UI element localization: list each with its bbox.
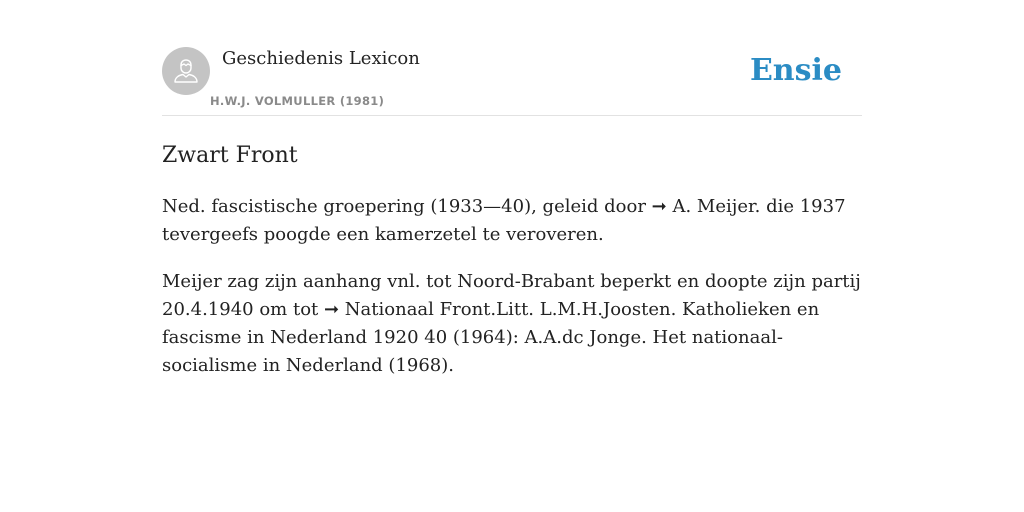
cross-reference-link[interactable]: Nationaal Front. [339,299,497,320]
user-icon [171,56,201,86]
page [162,0,862,380]
paragraph-text: Meijer zag zijn aanhang vnl. tot Noord-Brabant beperkt en doopte zijn partij 20.4.1940 om tot [162,271,861,320]
arrow-right-icon: ➞ [651,196,667,217]
brand-logo[interactable]: Ensie [749,53,842,88]
avatar[interactable] [162,47,210,95]
article-title: Zwart Front [162,143,298,168]
author-byline: H.W.J. VOLMULLER (1981) [210,94,385,108]
header [162,47,862,116]
article-paragraph [162,268,862,380]
cross-reference-link[interactable]: A. Meijer. [666,196,761,217]
paragraph-text: Litt. L.M.H.Joosten. Katholieken en fascisme in Nederland 1920 40 (1964): A.A.dc Jonge. Het nationaal-socialisme in Nederland (1968). [162,299,820,376]
paragraph-text: Ned. fascistische groepering (1933—40), geleid door [162,196,652,217]
source-title[interactable]: Geschiedenis Lexicon [222,48,420,69]
arrow-right-icon: ➞ [323,299,340,320]
article-paragraph [162,193,862,249]
paragraph-text: die 1937 tevergeefs poogde een kamerzetel te veroveren. [162,196,846,245]
